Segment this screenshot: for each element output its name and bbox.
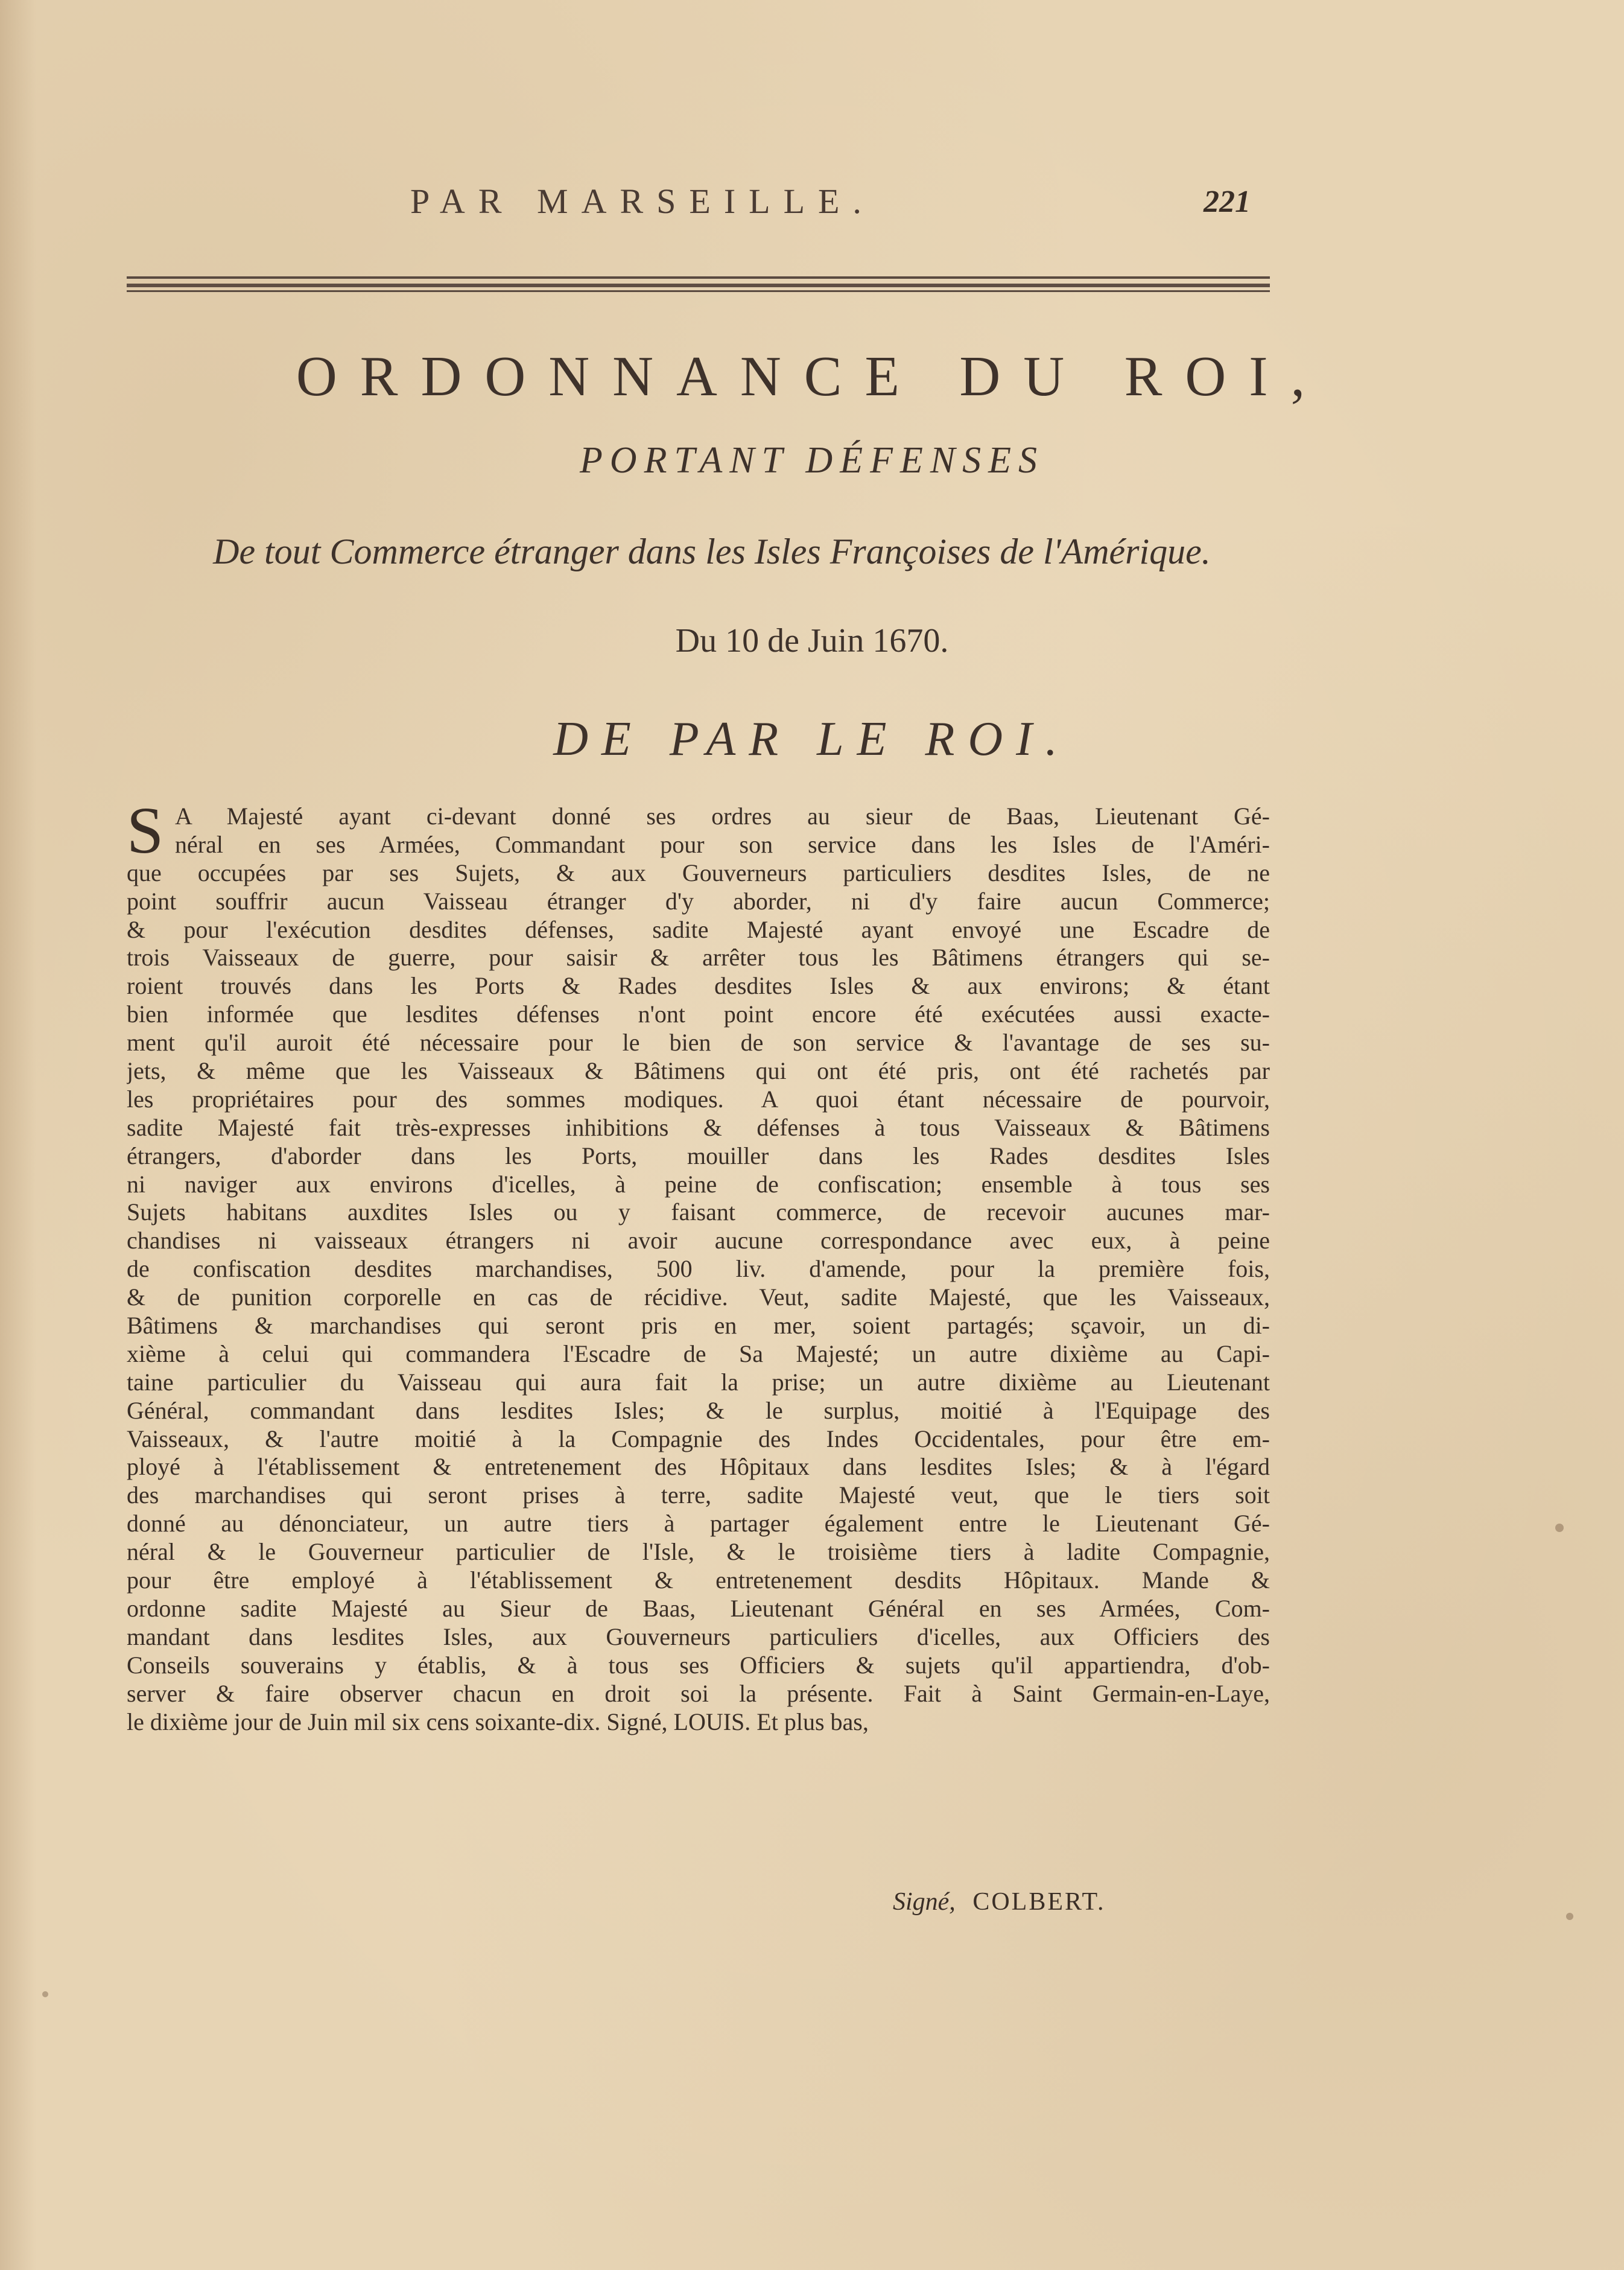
- body-line: jets, & même que les Vaisseaux & Bâtimens qui ont été pris, ont été rachetés par: [127, 1057, 1270, 1085]
- body-line: mandant dans lesdites Isles, aux Gouverneurs particuliers d'icelles, aux Officiers des: [127, 1623, 1270, 1650]
- body-line: des marchandises qui seront prises à terre, sadite Majesté veut, que le tiers soit: [127, 1481, 1270, 1509]
- rule-line-bottom: [127, 290, 1270, 292]
- ink-spot: [1555, 1524, 1564, 1532]
- ordinance-body: [127, 793, 1270, 1736]
- drop-cap: S: [127, 793, 164, 867]
- body-line: ni naviger aux environs d'icelles, à peine de confiscation; ensemble à tous ses: [127, 1170, 1270, 1198]
- page-edge-shadow: [0, 0, 36, 2270]
- ordinance-subtitle: PORTANT DÉFENSES: [579, 440, 1045, 481]
- body-line: que occupées par ses Sujets, & aux Gouverneurs particuliers desdites Isles, de ne: [127, 859, 1270, 886]
- ordinance-title: ORDONNANCE DU ROI,: [296, 345, 1328, 408]
- body-line: le dixième jour de Juin mil six cens soixante-dix. Signé, LOUIS. Et plus bas,: [127, 1708, 869, 1735]
- ornamental-rule: [127, 275, 1270, 293]
- signature-label: Signé,: [893, 1888, 956, 1916]
- body-line: néral en ses Armées, Commandant pour son service dans les Isles de l'Améri-: [175, 830, 1270, 858]
- body-line: ordonne sadite Majesté au Sieur de Baas, Lieutenant Général en ses Armées, Com-: [127, 1594, 1270, 1622]
- body-line: néral & le Gouverneur particulier de l'Isle, & le troisième tiers à ladite Compagnie,: [127, 1538, 1270, 1566]
- de-par-le-roi-heading: DE PAR LE ROI.: [553, 713, 1071, 766]
- body-line: pour être employé à l'établissement & entretenement desdits Hôpitaux. Mande &: [127, 1566, 1270, 1594]
- ink-spot: [42, 1991, 48, 1997]
- body-line: les propriétaires pour des sommes modiques. A quoi étant nécessaire de pourvoir,: [127, 1085, 1270, 1113]
- ordinance-date: Du 10 de Juin 1670.: [675, 622, 949, 660]
- body-line: taine particulier du Vaisseau qui aura fait la prise; un autre dixième au Lieutenant: [127, 1368, 1270, 1396]
- signature-name: COLBERT.: [972, 1888, 1106, 1916]
- rule-line-middle: [127, 284, 1270, 287]
- body-line: Vaisseaux, & l'autre moitié à la Compagnie des Indes Occidentales, pour être em-: [127, 1425, 1270, 1452]
- body-line: étrangers, d'aborder dans les Ports, mouiller dans les Rades desdites Isles: [127, 1142, 1270, 1169]
- body-line: chandises ni vaisseaux étrangers ni avoir aucune correspondance avec eux, à peine: [127, 1227, 1270, 1254]
- body-line: Conseils souverains y établis, & à tous ses Officiers & sujets qu'il appartiendra, d'ob-: [127, 1651, 1270, 1679]
- running-head: PAR MARSEILLE.: [410, 182, 875, 221]
- body-line: bien informée que lesdites défenses n'ont point encore été exécutées aussi exacte-: [127, 1000, 1270, 1028]
- body-line: Sujets habitans auxdites Isles ou y faisant commerce, de recevoir aucunes mar-: [127, 1198, 1270, 1226]
- body-line: donné au dénonciateur, un autre tiers à partager également entre le Lieutenant Gé-: [127, 1510, 1270, 1537]
- body-line: & pour l'exécution desdites défenses, sadite Majesté ayant envoyé une Escadre de: [127, 915, 1270, 943]
- body-line: roient trouvés dans les Ports & Rades desdites Isles & aux environs; & étant: [127, 972, 1270, 1000]
- body-line: sadite Majesté fait très-expresses inhibitions & défenses à tous Vaisseaux & Bâtimens: [127, 1113, 1270, 1141]
- rule-line-top: [127, 276, 1270, 279]
- body-line: A Majesté ayant ci-devant donné ses ordres au sieur de Baas, Lieutenant Gé-: [175, 803, 1270, 830]
- body-line: trois Vaisseaux de guerre, pour saisir & arrêter tous les Bâtimens étrangers qui se-: [127, 944, 1270, 971]
- signature-block: [893, 1887, 1106, 1916]
- body-line: server & faire observer chacun en droit soi la présente. Fait à Saint Germain-en-Laye,: [127, 1679, 1270, 1707]
- body-line: & de punition corporelle en cas de récidive. Veut, sadite Majesté, que les Vaisseaux,: [127, 1283, 1270, 1311]
- ink-spot: [1566, 1913, 1573, 1920]
- body-line: de confiscation desdites marchandises, 500 liv. d'amende, pour la première fois,: [127, 1255, 1270, 1283]
- body-line: ployé à l'établissement & entretenement des Hôpitaux dans lesdites Isles; & à l'égard: [127, 1453, 1270, 1481]
- body-line: xième à celui qui commandera l'Escadre de Sa Majesté; un autre dixième au Capi-: [127, 1340, 1270, 1367]
- body-line: ment qu'il auroit été nécessaire pour le bien de son service & l'avantage de ses su-: [127, 1029, 1270, 1057]
- ordinance-subject: De tout Commerce étranger dans les Isles Françoises de l'Amérique.: [213, 532, 1211, 571]
- page-number: 221: [1204, 185, 1251, 219]
- body-line: point souffrir aucun Vaisseau étranger d'y aborder, ni d'y faire aucun Commerce;: [127, 887, 1270, 915]
- body-line: Général, commandant dans lesdites Isles; & le surplus, moitié à l'Equipage des: [127, 1396, 1270, 1424]
- body-line: Bâtimens & marchandises qui seront pris en mer, soient partagés; sçavoir, un di-: [127, 1312, 1270, 1340]
